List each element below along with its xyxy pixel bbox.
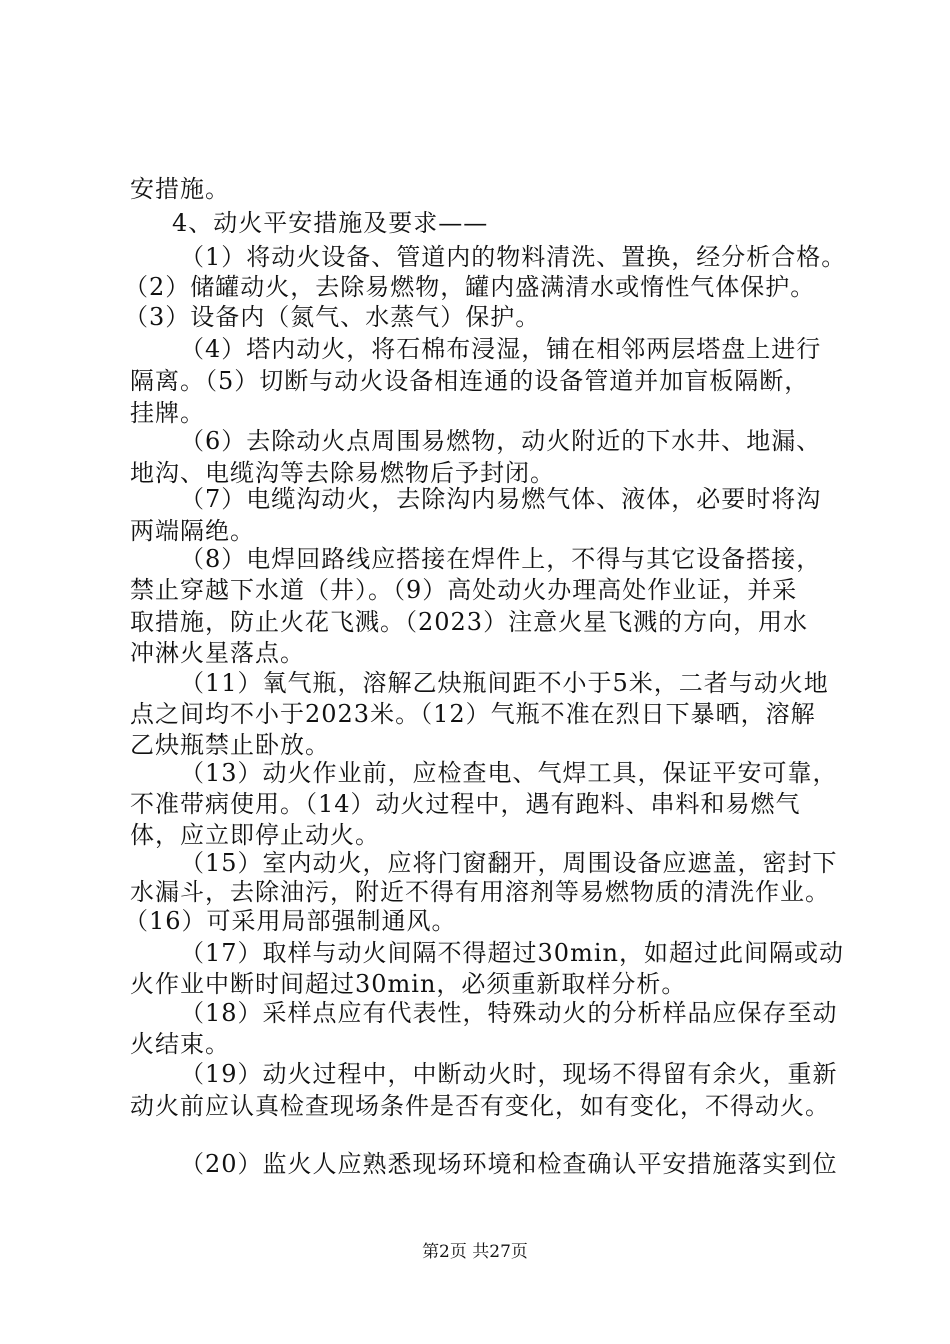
text-line: （2）储罐动火，去除易燃物，罐内盛满清水或惰性气体保护。 (124, 273, 816, 301)
text-line: 地沟、电缆沟等去除易燃物后予封闭。 (130, 459, 555, 487)
text-line: （3）设备内（氮气、水蒸气）保护。 (124, 303, 541, 331)
text-line: （17）取样与动火间隔不得超过30min，如超过此间隔或动 (180, 939, 844, 967)
text-line: 动火前应认真检查现场条件是否有变化，如有变化，不得动火。 (130, 1092, 830, 1120)
page-number: 第2页 共27页 (422, 1242, 528, 1262)
text-line: （1）将动火设备、管道内的物料清洗、置换，经分析合格。 (180, 243, 847, 271)
text-line: （15）室内动火，应将门窗翻开，周围设备应遮盖，密封下 (180, 849, 838, 877)
text-line: 体，应立即停止动火。 (130, 821, 380, 849)
text-line: 4、动火平安措施及要求—— (172, 209, 489, 237)
text-line: （19）动火过程中，中断动火时，现场不得留有余火，重新 (180, 1060, 838, 1088)
text-line: （13）动火作业前，应检查电、气焊工具，保证平安可靠， (180, 759, 838, 787)
text-line: 挂牌。 (130, 399, 205, 427)
text-line: （20）监火人应熟悉现场环境和检查确认平安措施落实到位 (180, 1150, 838, 1178)
text-line: 点之间均不小于2023米。（12）气瓶不准在烈日下暴晒，溶解 (130, 700, 816, 728)
text-line: （18）采样点应有代表性，特殊动火的分析样品应保存至动 (180, 999, 838, 1027)
text-line: 火结束。 (130, 1030, 230, 1058)
text-line: （6）去除动火点周围易燃物，动火附近的下水井、地漏、 (180, 427, 822, 455)
text-line: （4）塔内动火，将石棉布浸湿，铺在相邻两层塔盘上进行 (180, 335, 822, 363)
text-line: 取措施，防止火花飞溅。（2023）注意火星飞溅的方向，用水 (130, 608, 809, 636)
text-line: 水漏斗，去除油污，附近不得有用溶剂等易燃物质的清洗作业。 (130, 878, 830, 906)
text-line: 两端隔绝。 (130, 517, 255, 545)
text-line: 不准带病使用。（14）动火过程中，遇有跑料、串料和易燃气 (130, 790, 801, 818)
text-line: （8）电焊回路线应搭接在焊件上，不得与其它设备搭接， (180, 545, 822, 573)
text-line: 乙炔瓶禁止卧放。 (130, 731, 330, 759)
text-line: 隔离。（5）切断与动火设备相连通的设备管道并加盲板隔断， (130, 367, 810, 395)
text-line: 安措施。 (130, 175, 230, 203)
text-line: （11）氧气瓶，溶解乙炔瓶间距不小于5米，二者与动火地 (180, 669, 829, 697)
text-line: （16）可采用局部强制通风。 (124, 907, 457, 935)
text-line: 禁止穿越下水道（井）。（9）高处动火办理高处作业证，并采 (130, 576, 798, 604)
text-line: 火作业中断时间超过30min，必须重新取样分析。 (130, 970, 687, 998)
text-line: （7）电缆沟动火，去除沟内易燃气体、液体，必要时将沟 (180, 485, 822, 513)
text-line: 冲淋火星落点。 (130, 639, 305, 667)
